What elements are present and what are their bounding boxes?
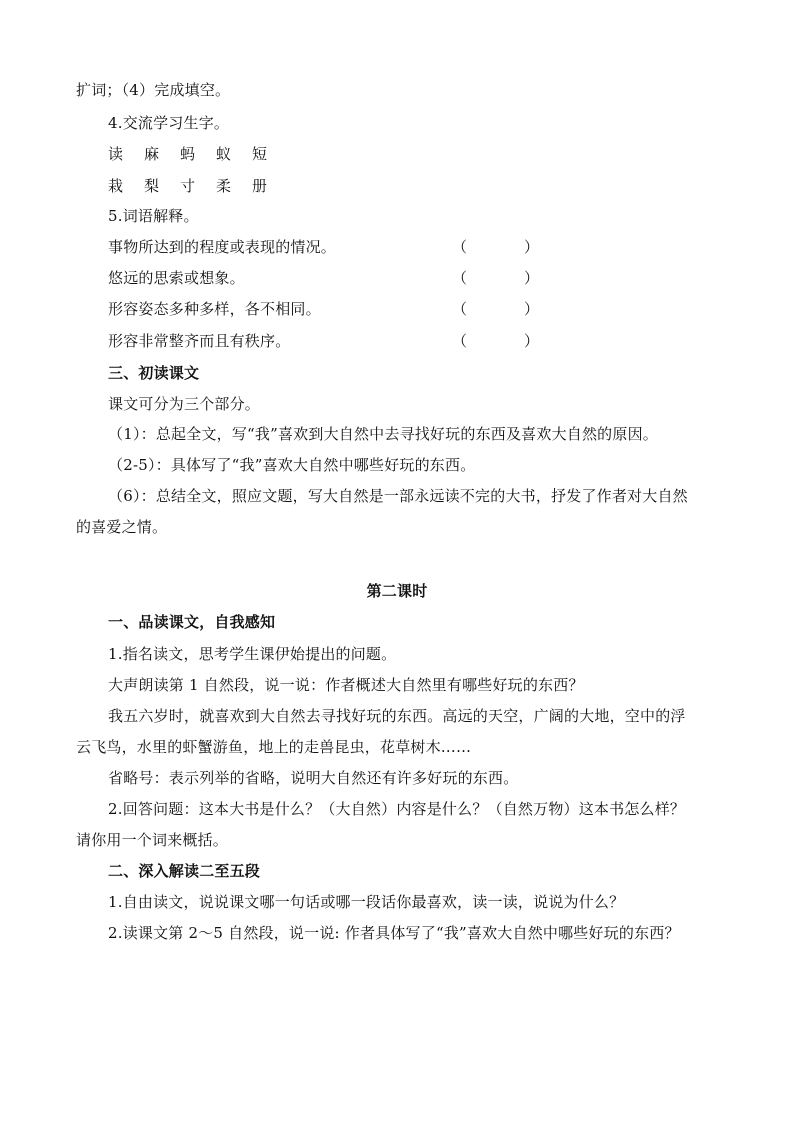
character: 梨 xyxy=(144,177,160,195)
blank-close: ） xyxy=(524,238,540,256)
text-line: 5.词语解释。 xyxy=(108,207,199,225)
text-line: 云飞鸟，水里的虾蟹游鱼，地上的走兽昆虫，花草树木…… xyxy=(76,738,472,756)
text-line: 扩词；（4）完成填空。 xyxy=(76,81,231,99)
text-line: 4.交流学习生字。 xyxy=(108,114,230,132)
blank-close: ） xyxy=(524,269,540,287)
character: 蚂 xyxy=(180,145,196,163)
text-line: （2-5）：具体写了“我”喜欢大自然中哪些好玩的东西。 xyxy=(108,456,476,474)
definition-2: 悠远的思索或想象。 xyxy=(108,269,245,287)
text-line: 2.读课文第 2～5 自然段，说一说: 作者具体写了“我”喜欢大自然中哪些好玩的东西？ xyxy=(108,924,680,942)
lesson-title: 第二课时 xyxy=(366,582,428,600)
character-row-2 xyxy=(108,176,288,196)
section-heading: 三、初读课文 xyxy=(108,364,200,382)
blank-close: ） xyxy=(524,332,540,350)
character: 短 xyxy=(252,145,268,163)
text-line: 请你用一个词来概括。 xyxy=(76,831,229,849)
blank-close: ） xyxy=(524,300,540,318)
text-line: 省略号：表示列举的省略，说明大自然还有许多好玩的东西。 xyxy=(108,769,519,787)
text-line: （6）：总结全文，照应文题，写大自然是一部永远读不完的大书，抒发了作者对大自然 xyxy=(108,487,688,505)
character: 柔 xyxy=(216,177,232,195)
blank-open: （ xyxy=(452,238,468,256)
character-row-1 xyxy=(108,144,288,164)
text-line: 课文可分为三个部分。 xyxy=(108,395,261,413)
definition-3: 形容姿态多种多样，各不相同。 xyxy=(108,300,321,318)
blank-open: （ xyxy=(452,300,468,318)
character: 麻 xyxy=(144,145,160,163)
section-heading: 一、品读课文，自我感知 xyxy=(108,613,276,631)
definition-4: 形容非常整齐而且有秩序。 xyxy=(108,332,291,350)
character: 栽 xyxy=(108,177,124,195)
section-heading: 二、深入解读二至五段 xyxy=(108,862,261,880)
blank-open: （ xyxy=(452,269,468,287)
character: 蚁 xyxy=(216,145,232,163)
text-line: 1.指名读文，思考学生课伊始提出的问题。 xyxy=(108,645,397,663)
character: 寸 xyxy=(180,177,196,195)
character: 读 xyxy=(108,145,124,163)
definition-1: 事物所达到的程度或表现的情况。 xyxy=(108,238,337,256)
text-line: 的喜爱之情。 xyxy=(76,518,168,536)
text-line: （1）：总起全文，写“我”喜欢到大自然中去寻找好玩的东西及喜欢大自然的原因。 xyxy=(108,425,658,443)
text-line: 2.回答问题：这本大书是什么？（大自然）内容是什么？（自然万物）这本书怎么样？ xyxy=(108,800,686,818)
text-line: 大声朗读第 1 自然段，说一说：作者概述大自然里有哪些好玩的东西？ xyxy=(108,676,584,694)
text-line: 1.自由读文，说说课文哪一句话或哪一段话你最喜欢，读一读，说说为什么？ xyxy=(108,893,625,911)
blank-open: （ xyxy=(452,332,468,350)
text-line: 我五六岁时，就喜欢到大自然去寻找好玩的东西。高远的天空，广阔的大地，空中的浮 xyxy=(108,707,686,725)
character: 册 xyxy=(252,177,268,195)
